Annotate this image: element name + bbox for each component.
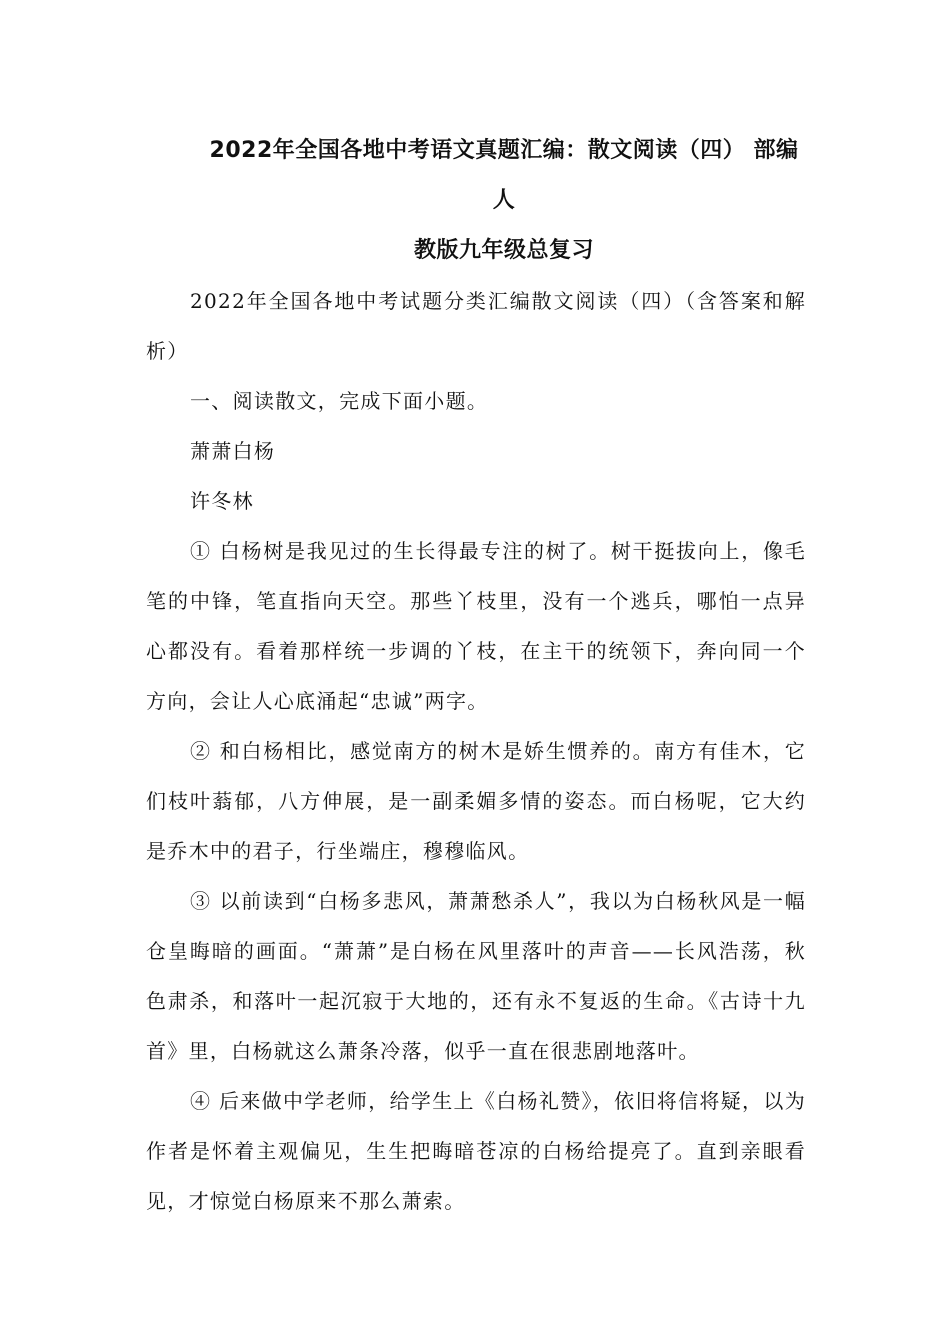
essay-paragraph-1: ① 白杨树是我见过的生长得最专注的树了。树干挺拔向上，像毛笔的中锋，笔直指向天空。那些丫枝里，没有一个逃兵，哪怕一点异心都没有。看着那样统一步调的丫枝，在主干的统领下，奔向同一个方向，会让人心底涌起“忠诚”两字。 bbox=[146, 539, 806, 713]
document-body bbox=[146, 276, 806, 1226]
section-heading: 一、阅读散文，完成下面小题。 bbox=[190, 389, 489, 413]
essay-paragraph-4: ④ 后来做中学老师，给学生上《白杨礼赞》，依旧将信将疑，以为作者是怀着主观偏见，生生把晦暗苍凉的白杨给提亮了。直到亲眼看见，才惊觉白杨原来不那么萧索。 bbox=[146, 1089, 806, 1213]
essay-paragraph-3: ③ 以前读到“白杨多悲风，萧萧愁杀人”，我以为白杨秋风是一幅仓皇晦暗的画面。“萧萧”是白杨在风里落叶的声音——长风浩荡，秋色肃杀，和落叶一起沉寂于大地的，还有永不复返的生命。《古诗十九首》里，白杨就这么萧条冷落，似乎一直在很悲剧地落叶。 bbox=[146, 889, 806, 1063]
title-line-1: 2022年全国各地中考语文真题汇编：散文阅读（四） 部编人 bbox=[209, 138, 799, 213]
essay-title: 萧萧白杨 bbox=[190, 439, 276, 463]
essay-author: 许冬林 bbox=[190, 489, 254, 513]
essay-paragraph-2: ② 和白杨相比，感觉南方的树木是娇生惯养的。南方有佳木，它们枝叶蓊郁，八方伸展，是一副柔媚多情的姿态。而白杨呢，它大约是乔木中的君子，行坐端庄，穆穆临风。 bbox=[146, 739, 806, 863]
title-line-2: 教版九年级总复习 bbox=[413, 238, 594, 263]
document-title bbox=[146, 126, 806, 276]
document-page bbox=[146, 126, 806, 1226]
intro-paragraph: 2022年全国各地中考试题分类汇编散文阅读（四）（含答案和解析） bbox=[146, 289, 806, 363]
